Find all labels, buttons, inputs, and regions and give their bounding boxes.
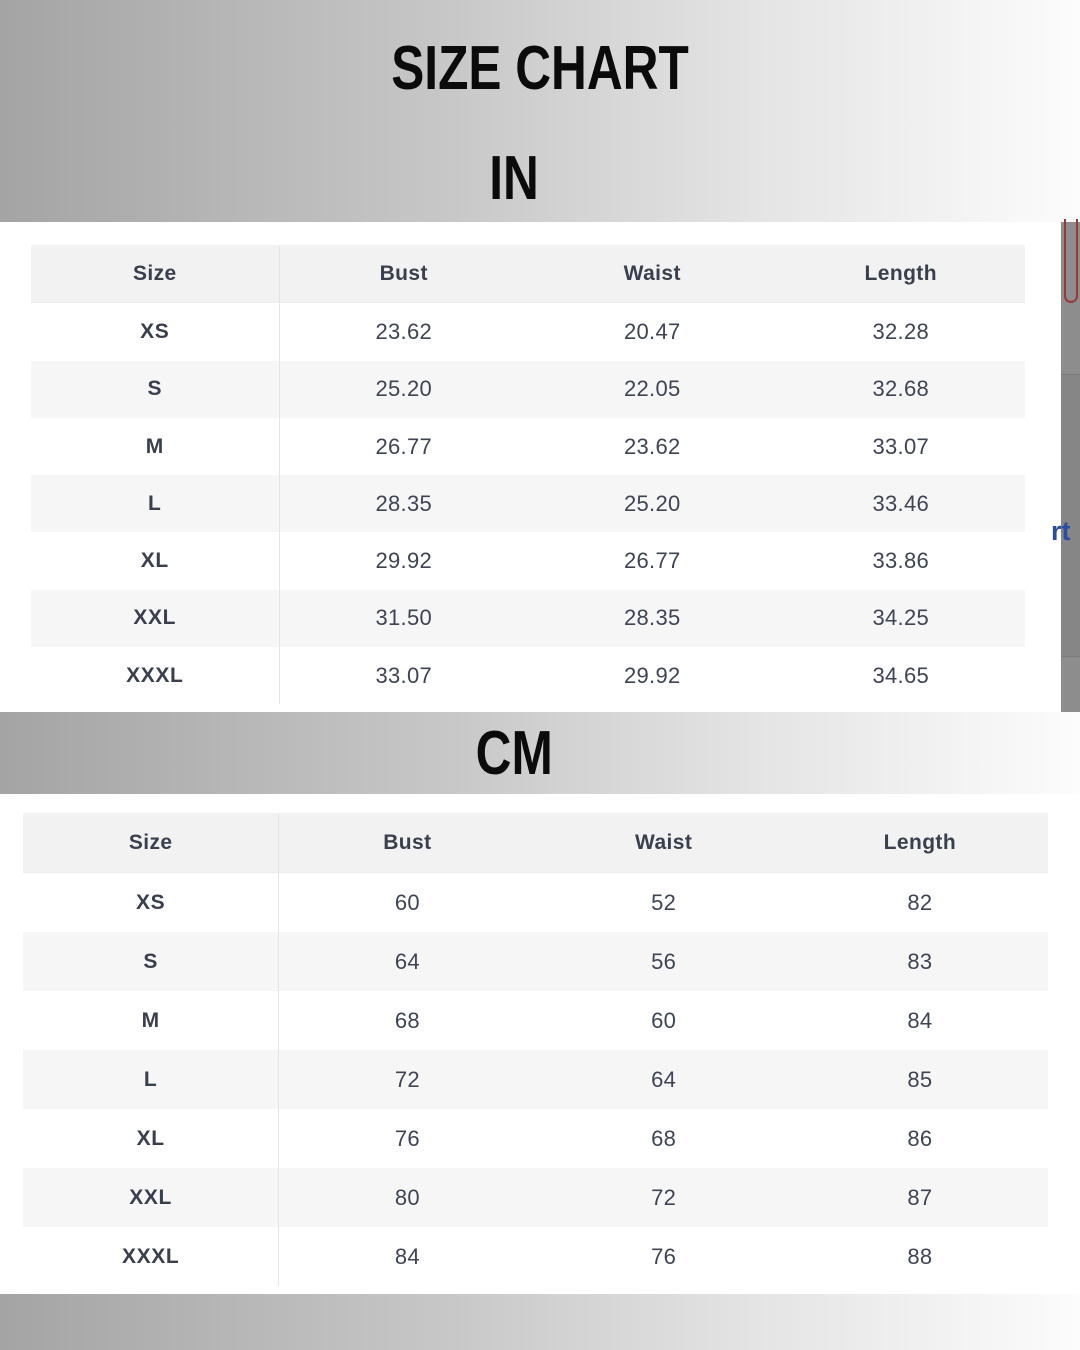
button-outline-fragment[interactable]: [1064, 219, 1078, 303]
unit-label-cm: [0, 719, 1080, 788]
unit-label-in-text: IN: [489, 144, 539, 213]
value-cell: 26.77: [623, 548, 681, 574]
size-label-cell: XXL: [23, 1168, 279, 1227]
bottom-banner: [0, 1294, 1080, 1350]
unit-label-cm-text: CM: [475, 719, 553, 788]
scrollbar-track[interactable]: [1061, 222, 1080, 712]
value-cell: 32.28: [872, 318, 930, 344]
value-cell: 28.35: [623, 605, 681, 631]
size-label-cell: L: [31, 475, 280, 532]
value-cell: 34.65: [872, 662, 930, 688]
table-row: [31, 475, 1025, 532]
value-cell: 29.92: [375, 548, 433, 574]
value-cell: 29.92: [623, 662, 681, 688]
column-header-length: Length: [864, 261, 937, 285]
page-title: [0, 34, 1080, 103]
table-row: [31, 532, 1025, 589]
table-row: [31, 303, 1025, 360]
value-cell: 33.46: [872, 490, 930, 516]
value-cell: 82: [907, 889, 933, 915]
value-cell: 26.77: [375, 433, 433, 459]
value-cell: 31.50: [375, 605, 433, 631]
value-cell: 88: [907, 1243, 933, 1269]
value-cell: 25.20: [375, 376, 433, 402]
size-label-cell: S: [23, 932, 279, 991]
value-cell: 64: [651, 1066, 677, 1092]
value-cell: 84: [394, 1243, 420, 1269]
table-row: [31, 361, 1025, 418]
value-cell: 76: [651, 1243, 677, 1269]
column-header-waist: Waist: [635, 830, 693, 854]
value-cell: 34.25: [872, 605, 930, 631]
value-cell: 84: [907, 1007, 933, 1033]
table-row: [23, 1050, 1048, 1109]
value-cell: 87: [907, 1184, 933, 1210]
size-label-cell: XXXL: [31, 647, 280, 704]
value-cell: 68: [394, 1007, 420, 1033]
table-header-row: [31, 245, 1025, 303]
value-cell: 60: [651, 1007, 677, 1033]
table-row: [23, 932, 1048, 991]
column-header-bust: Bust: [383, 830, 432, 854]
value-cell: 28.35: [375, 490, 433, 516]
table-row: [23, 1109, 1048, 1168]
value-cell: 33.07: [872, 433, 930, 459]
value-cell: 56: [651, 948, 677, 974]
table-row: [31, 647, 1025, 704]
value-cell: 32.68: [872, 376, 930, 402]
value-cell: 23.62: [623, 433, 681, 459]
value-cell: 83: [907, 948, 933, 974]
value-cell: 22.05: [623, 376, 681, 402]
size-label-cell: L: [23, 1050, 279, 1109]
table-row: [31, 590, 1025, 647]
unit-label-in: [0, 144, 1080, 213]
value-cell: 80: [394, 1184, 420, 1210]
value-cell: 72: [394, 1066, 420, 1092]
value-cell: 20.47: [623, 318, 681, 344]
size-label-cell: XL: [23, 1109, 279, 1168]
size-label-cell: XL: [31, 532, 280, 589]
size-label-cell: M: [31, 418, 280, 475]
value-cell: 33.07: [375, 662, 433, 688]
value-cell: 25.20: [623, 490, 681, 516]
value-cell: 85: [907, 1066, 933, 1092]
size-label-cell: S: [31, 361, 280, 418]
size-table-in: [31, 245, 1025, 704]
column-header-length: Length: [883, 830, 957, 854]
value-cell: 23.62: [375, 318, 433, 344]
table-row: [23, 1227, 1048, 1286]
table-row: [23, 1168, 1048, 1227]
partial-link-text[interactable]: rt: [1051, 516, 1071, 546]
column-header-size: Size: [31, 245, 280, 302]
value-cell: 52: [651, 889, 677, 915]
column-header-bust: Bust: [379, 261, 428, 285]
table-row: [23, 873, 1048, 932]
page-title-text: SIZE CHART: [391, 34, 689, 103]
value-cell: 64: [394, 948, 420, 974]
column-header-waist: Waist: [623, 261, 681, 285]
size-label-cell: XS: [23, 873, 279, 932]
value-cell: 86: [907, 1125, 933, 1151]
value-cell: 72: [651, 1184, 677, 1210]
size-label-cell: XS: [31, 303, 280, 360]
size-table-cm: [23, 813, 1048, 1286]
column-header-size: Size: [23, 813, 279, 872]
table-header-row: [23, 813, 1048, 873]
size-label-cell: XXL: [31, 590, 280, 647]
value-cell: 76: [394, 1125, 420, 1151]
value-cell: 60: [394, 889, 420, 915]
value-cell: 68: [651, 1125, 677, 1151]
size-label-cell: M: [23, 991, 279, 1050]
value-cell: 33.86: [872, 548, 930, 574]
table-row: [31, 418, 1025, 475]
table-row: [23, 991, 1048, 1050]
size-label-cell: XXXL: [23, 1227, 279, 1286]
